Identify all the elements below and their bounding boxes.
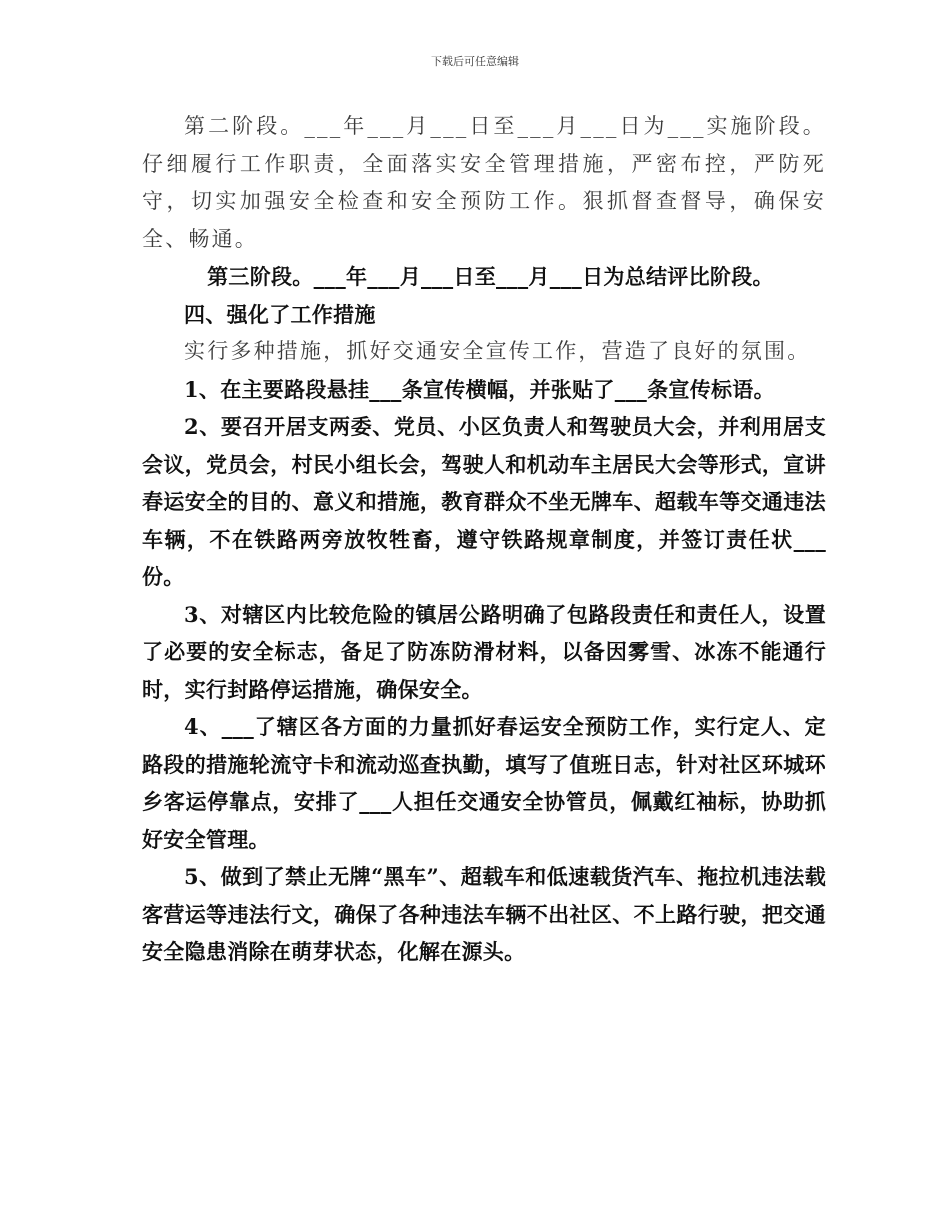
paragraph-item-1: 1、在主要路段悬挂___条宣传横幅，并张贴了___条宣传标语。 — [184, 376, 775, 402]
page-header: 下载后可任意编辑 — [431, 55, 519, 68]
paragraph-item-2: 2、要召开居支两委、党员、小区负责人和驾驶员大会，并利用居支会议，党员会，村民小组长会，驾驶人和机动车主居民大会等形式，宣讲春运安全的目的、意义和措施，教育群众不坐无牌车、超载车等交通违法车辆，不在铁路两旁放牧牲畜，遵守铁路规章制度，并签订责任状___份。 — [142, 414, 826, 589]
paragraph-item-3: 3、对辖区内比较危险的镇居公路明确了包路段责任和责任人，设置了必要的安全标志，备足了防冻防滑材料，以备因雾雪、冰冻不能通行时，实行封路停运措施，确保安全。 — [142, 601, 826, 702]
paragraph-item-4: 4、___了辖区各方面的力量抓好春运安全预防工作，实行定人、定路段的措施轮流守卡和流动巡查执勤，填写了值班日志，针对社区环城环乡客运停靠点，安排了___人担任交通安全协管员，佩戴红袖标，协助抓好安全管理。 — [142, 714, 826, 852]
paragraph-stage-two: 第二阶段。___年___月___日至___月___日为___实施阶段。仔细履行工作职责，全面落实安全管理措施，严密布控，严防死守，切实加强安全检查和安全预防工作。狠抓督查督导，确保安全、畅通。 — [142, 114, 826, 251]
paragraph-measures-intro: 实行多种措施，抓好交通安全宣传工作，营造了良好的氛围。 — [184, 339, 811, 363]
paragraph-item-5: 5、做到了禁止无牌“黑车”、超载车和低速载货汽车、拖拉机违法载客营运等违法行文，确保了各种违法车辆不出社区、不上路行驶，把交通安全隐患消除在萌芽状态，化解在源头。 — [142, 864, 826, 964]
paragraph-stage-three: 第三阶段。___年___月___日至___月___日为总结评比阶段。 — [207, 264, 774, 289]
document-body — [142, 108, 826, 971]
section-heading-measures: 四、强化了工作措施 — [184, 301, 376, 327]
